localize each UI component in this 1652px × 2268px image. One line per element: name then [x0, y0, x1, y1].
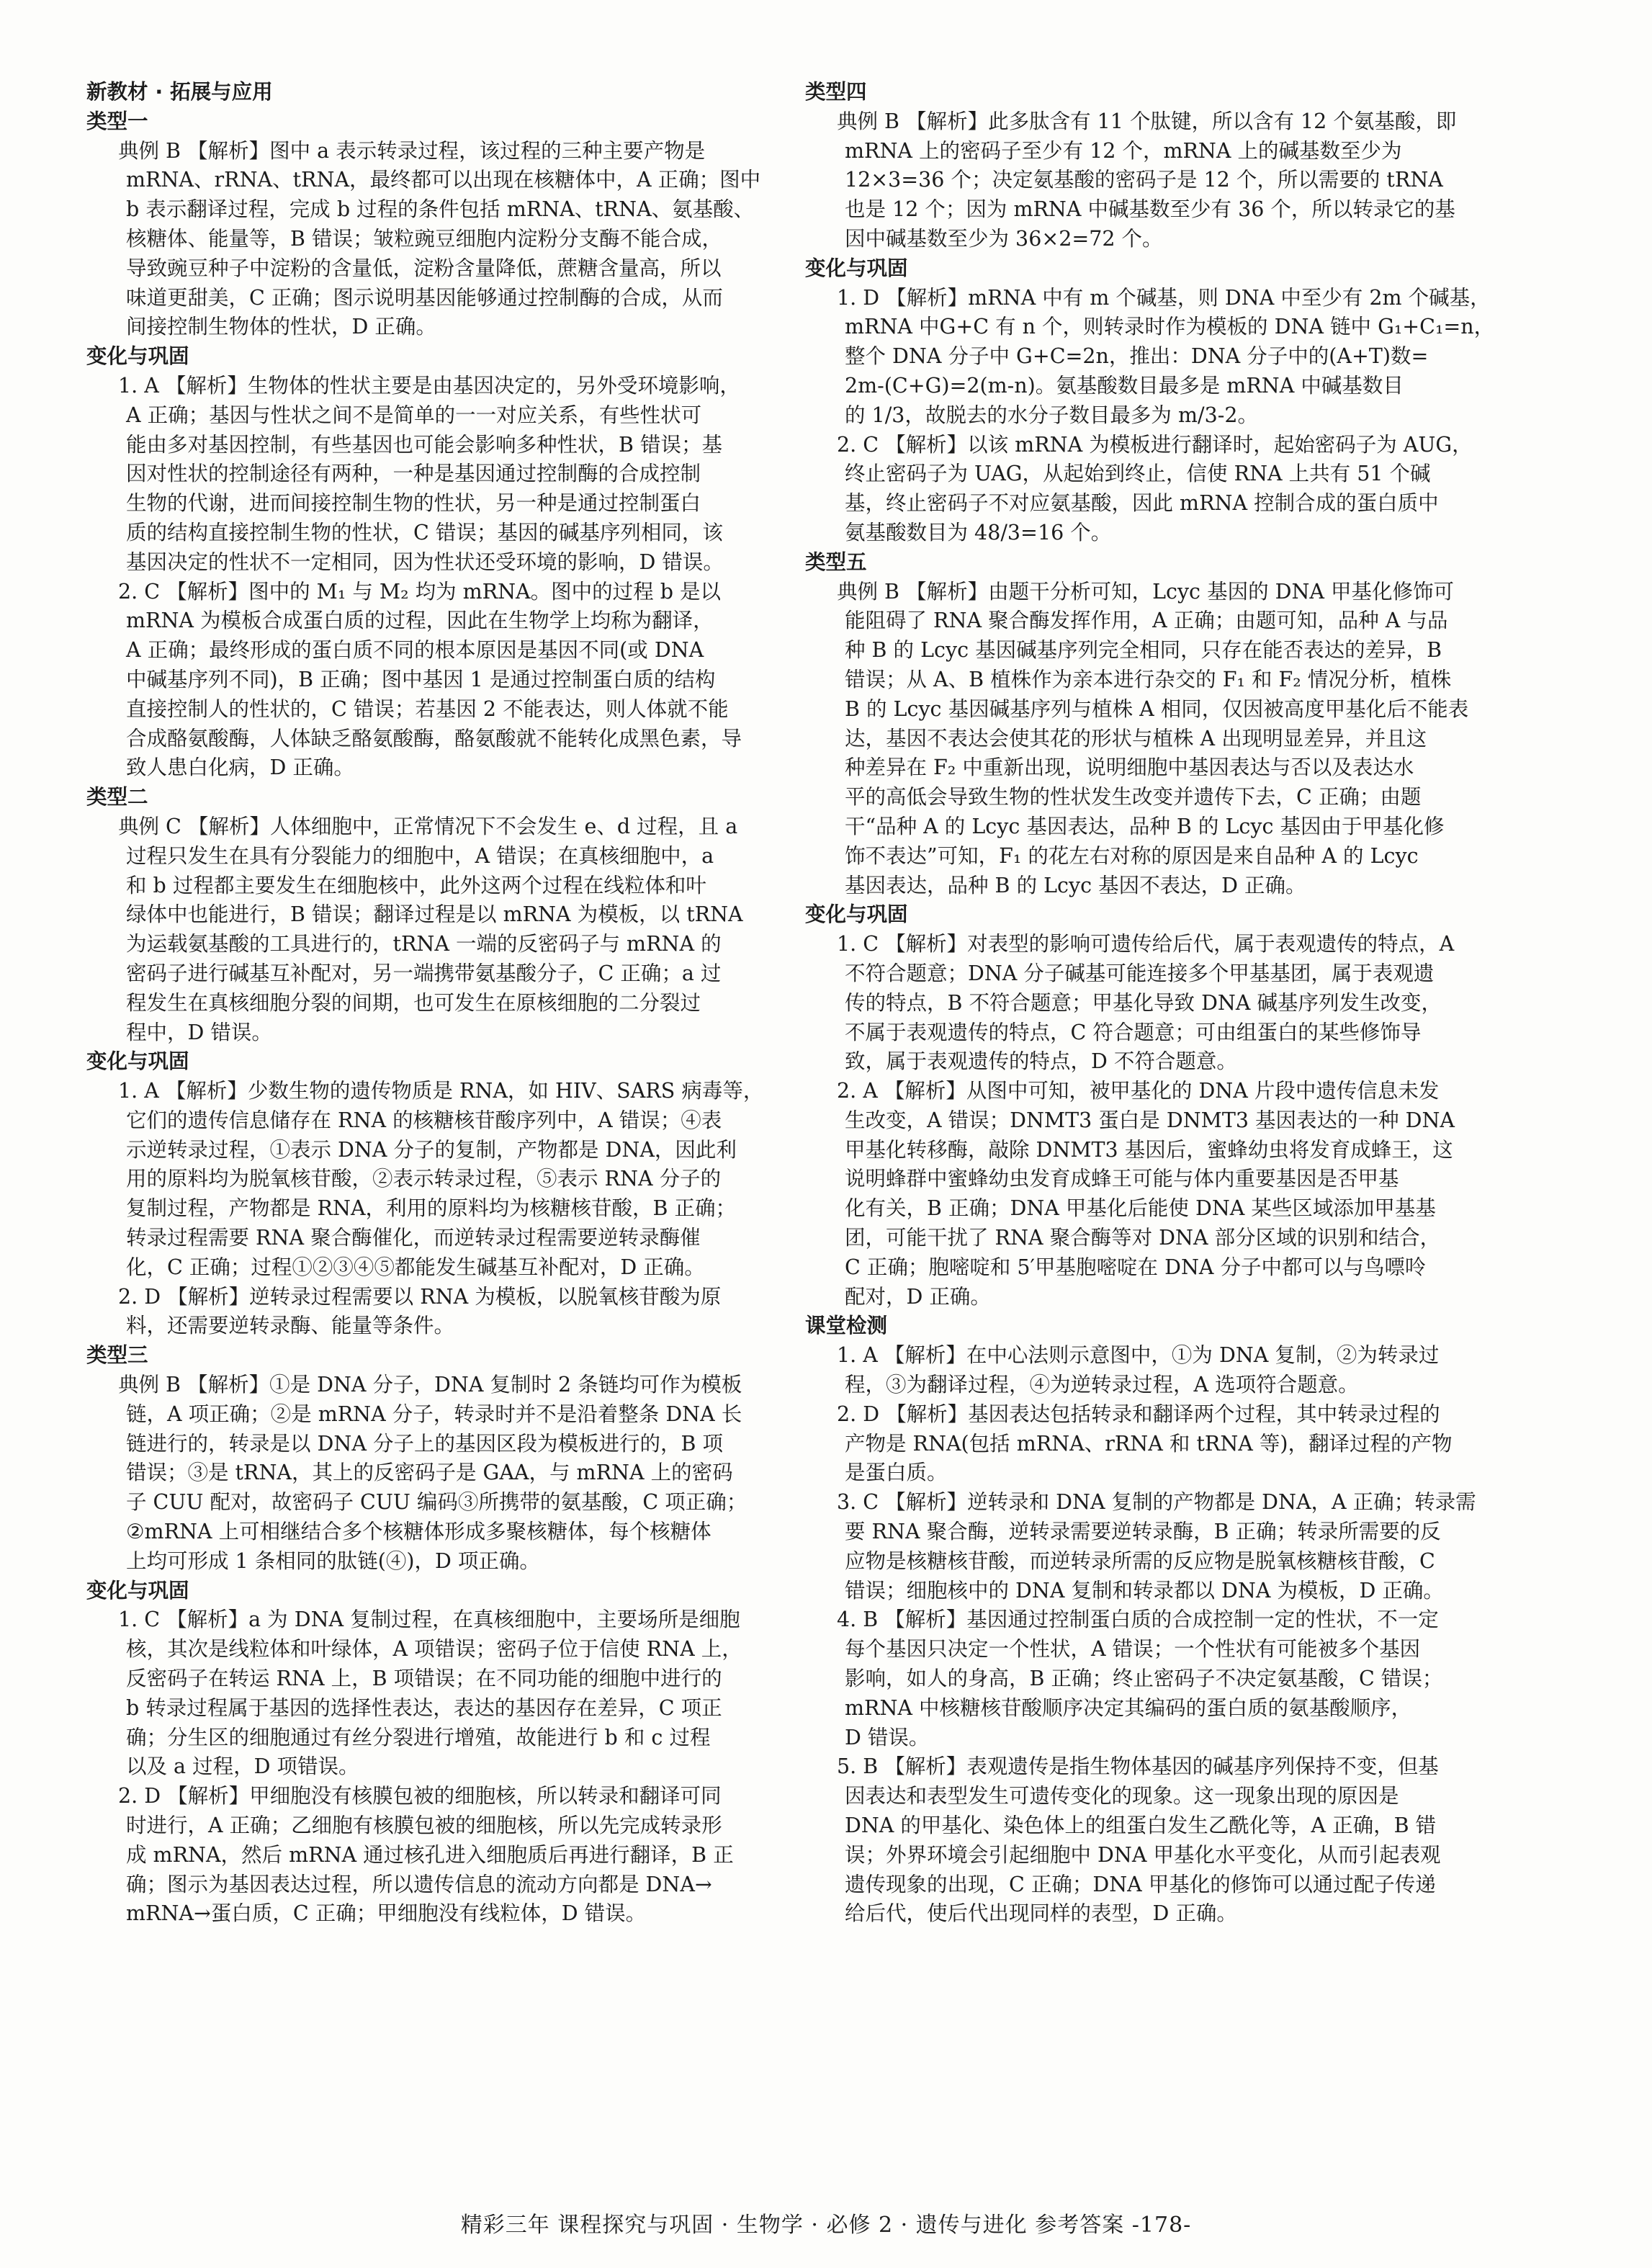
- answer-line: 平的高低会导致生物的性状发生改变并遗传下去，C 正确；由题: [845, 785, 1422, 810]
- section-heading: 类型五: [805, 550, 867, 574]
- answer-line: A 正确；基因与性状之间不是简单的一一对应关系，有些性状可: [126, 403, 702, 427]
- answer-line: 复制过程，产物都是 RNA，利用的原料均为核糖核苷酸，B 正确；: [126, 1196, 737, 1221]
- answer-line: b 表示翻译过程，完成 b 过程的条件包括 mRNA、tRNA、氨基酸、: [126, 197, 755, 222]
- answer-line: 2m-(C+G)=2(m-n)。氨基酸数目最多是 mRNA 中碱基数目: [845, 373, 1404, 398]
- answer-line: 1. A 【解析】少数生物的遗传物质是 RNA，如 HIV、SARS 病毒等，: [118, 1079, 764, 1103]
- answer-line: 因表达和表型发生可遗传变化的现象。这一现象出现的原因是: [845, 1784, 1399, 1808]
- answer-line: 密码子进行碱基互补配对，另一端携带氨基酸分子，C 正确；a 过: [126, 961, 722, 985]
- left-column: [86, 78, 798, 1929]
- answer-line: 整个 DNA 分子中 G+C=2n，推出：DNA 分子中的(A+T)数=: [845, 344, 1429, 369]
- answer-line: 成 mRNA，然后 mRNA 通过核孔进入细胞质后再进行翻译，B 正: [126, 1842, 734, 1867]
- section-heading: 变化与巩固: [86, 1049, 189, 1074]
- answer-line: 误；外界环境会引起细胞中 DNA 甲基化水平变化，从而引起表观: [845, 1842, 1441, 1867]
- answer-line: 化，C 正确；过程①②③④⑤都能发生碱基互补配对，D 正确。: [126, 1255, 705, 1279]
- answer-line: 2. C 【解析】图中的 M₁ 与 M₂ 均为 mRNA。图中的过程 b 是以: [118, 579, 721, 604]
- answer-line: 程发生在真核细胞分裂的间期，也可发生在原核细胞的二分裂过: [126, 990, 701, 1015]
- answer-line: mRNA、rRNA、tRNA，最终都可以出现在核糖体中，A 正确；图中: [126, 168, 761, 192]
- answer-line: ②mRNA 上可相继结合多个核糖体形成多聚核糖体，每个核糖体: [126, 1520, 711, 1544]
- answer-line: 质的结构直接控制生物的性状，C 错误；基因的碱基序列相同，该: [126, 520, 723, 544]
- answer-line: 甲基化转移酶，敲除 DNMT3 基因后，蜜蜂幼虫将发育成蜂王，这: [845, 1137, 1453, 1162]
- answer-line: 典例 C 【解析】人体细胞中，正常情况下不会发生 e、d 过程，且 a: [118, 814, 738, 838]
- answer-line: 中碱基序列不同)，B 正确；图中基因 1 是通过控制蛋白质的结构: [126, 667, 716, 691]
- section-heading: 类型三: [86, 1343, 148, 1368]
- answer-line: 种差异在 F₂ 中重新出现，说明细胞中基因表达与否以及表达水: [845, 756, 1414, 780]
- answer-line: 传的特点，B 不符合题意；甲基化导致 DNA 碱基序列发生改变，: [845, 990, 1442, 1015]
- answer-line: 程，③为翻译过程，④为逆转录过程，A 选项符合题意。: [845, 1373, 1359, 1397]
- answer-line: 为运载氨基酸的工具进行的，tRNA 一端的反密码子与 mRNA 的: [126, 932, 722, 956]
- answer-line: 确；分生区的细胞通过有丝分裂进行增殖，故能进行 b 和 c 过程: [126, 1725, 711, 1749]
- answer-line: 5. B 【解析】表观遗传是指生物体基因的碱基序列保持不变，但基: [837, 1754, 1439, 1779]
- answer-line: 12×3=36 个；决定氨基酸的密码子是 12 个，所以需要的 tRNA: [845, 168, 1443, 192]
- answer-line: 用的原料均为脱氧核苷酸，②表示转录过程，⑤表示 RNA 分子的: [126, 1167, 722, 1191]
- answer-line: 2. D 【解析】甲细胞没有核膜包被的细胞核，所以转录和翻译可同: [118, 1784, 722, 1808]
- section-heading: 变化与巩固: [805, 256, 908, 280]
- answer-line: 错误；细胞核中的 DNA 复制和转录都以 DNA 为模板，D 正确。: [845, 1578, 1444, 1603]
- answer-line: 典例 B 【解析】由题干分析可知，Lcyc 基因的 DNA 甲基化修饰可: [837, 579, 1455, 604]
- answer-line: 说明蜂群中蜜蜂幼虫发育成蜂王可能与体内重要基因是否甲基: [845, 1167, 1399, 1191]
- answer-line: 合成酪氨酸酶，人体缺乏酪氨酸酶，酪氨酸就不能转化成黑色素，导: [126, 726, 742, 750]
- answer-line: 时进行，A 正确；乙细胞有核膜包被的细胞核，所以先完成转录形: [126, 1814, 722, 1838]
- answer-line: A 正确；最终形成的蛋白质不同的根本原因是基因不同(或 DNA: [126, 638, 704, 663]
- section-heading: 课堂检测: [805, 1314, 888, 1338]
- answer-line: 要 RNA 聚合酶，逆转录需要逆转录酶，B 正确；转录所需要的反: [845, 1520, 1441, 1544]
- answer-line: 典例 B 【解析】①是 DNA 分子，DNA 复制时 2 条链均可作为模板: [118, 1373, 742, 1397]
- answer-line: 直接控制人的性状的，C 错误；若基因 2 不能表达，则人体就不能: [126, 696, 729, 721]
- answer-line: 基，终止密码子不对应氨基酸，因此 mRNA 控制合成的蛋白质中: [845, 491, 1439, 516]
- answer-line: 达，基因不表达会使其花的形状与植株 A 出现明显差异，并且这: [845, 726, 1427, 750]
- section-heading: 变化与巩固: [86, 1578, 189, 1603]
- answer-line: 以及 a 过程，D 项错误。: [126, 1754, 359, 1779]
- answer-line: D 错误。: [845, 1725, 930, 1749]
- answer-line: mRNA 中G+C 有 n 个，则转录时作为模板的 DNA 链中 G₁+C₁=n，: [845, 315, 1495, 339]
- answer-line: 2. D 【解析】基因表达包括转录和翻译两个过程，其中转录过程的: [837, 1402, 1440, 1426]
- right-column: [805, 78, 1518, 1929]
- section-heading: 变化与巩固: [805, 902, 908, 927]
- answer-line: 影响，如人的身高，B 正确；终止密码子不决定氨基酸，C 错误；: [845, 1667, 1443, 1691]
- answer-line: 导致豌豆种子中淀粉的含量低，淀粉含量降低，蔗糖含量高，所以: [126, 256, 722, 280]
- answer-line: 1. D 【解析】mRNA 中有 m 个碱基，则 DNA 中至少有 2m 个碱基，: [837, 285, 1491, 310]
- answer-line: 错误；从 A、B 植株作为亲本进行杂交的 F₁ 和 F₂ 情况分析，植株: [845, 667, 1452, 691]
- answer-line: 典例 B 【解析】此多肽含有 11 个肽键，所以含有 12 个氨基酸，即: [837, 109, 1457, 133]
- answer-line: 饰不表达”可知，F₁ 的花左右对称的原因是来自品种 A 的 Lcyc: [845, 843, 1419, 868]
- answer-line: 链进行的，转录是以 DNA 分子上的基因区段为模板进行的，B 项: [126, 1431, 723, 1456]
- answer-line: 1. A 【解析】生物体的性状主要是由基因决定的，另外受环境影响，: [118, 373, 740, 398]
- section-heading: 新教材 · 拓展与应用: [86, 80, 273, 104]
- answer-line: 团，可能干扰了 RNA 聚合酶等对 DNA 部分区域的识别和结合，: [845, 1226, 1441, 1250]
- answer-line: 不符合题意；DNA 分子碱基可能连接多个甲基基团，属于表观遗: [845, 961, 1435, 985]
- answer-line: 生改变，A 错误；DNMT3 蛋白是 DNMT3 基因表达的一种 DNA: [845, 1108, 1455, 1132]
- answer-line: 2. C 【解析】以该 mRNA 为模板进行翻译时，起始密码子为 AUG，: [837, 432, 1473, 457]
- answer-line: 基因表达，品种 B 的 Lcyc 基因不表达，D 正确。: [845, 873, 1306, 897]
- answer-line: 干“品种 A 的 Lcyc 基因表达，品种 B 的 Lcyc 基因由于甲基化修: [845, 814, 1445, 838]
- answer-line: 典例 B 【解析】图中 a 表示转录过程，该过程的三种主要产物是: [118, 138, 706, 163]
- answer-line: 是蛋白质。: [845, 1461, 948, 1485]
- answer-line: 应物是核糖核苷酸，而逆转录所需的反应物是脱氧核糖核苷酸，C: [845, 1548, 1435, 1573]
- answer-line: mRNA 中核糖核苷酸顺序决定其编码的蛋白质的氨基酸顺序，: [845, 1695, 1412, 1720]
- section-heading: 类型四: [805, 80, 867, 104]
- answer-line: 料，还需要逆转录酶、能量等条件。: [126, 1314, 455, 1338]
- answer-line: 1. A 【解析】在中心法则示意图中，①为 DNA 复制，②为转录过: [837, 1343, 1440, 1368]
- answer-line: 2. A 【解析】从图中可知，被甲基化的 DNA 片段中遗传信息未发: [837, 1079, 1440, 1103]
- answer-line: 过程只发生在具有分裂能力的细胞中，A 错误；在真核细胞中，a: [126, 843, 714, 868]
- answer-line: 因对性状的控制途径有两种，一种是基因通过控制酶的合成控制: [126, 462, 701, 486]
- answer-line: 1. C 【解析】对表型的影响可遗传给后代，属于表观遗传的特点，A: [837, 932, 1455, 956]
- answer-line: 产物是 RNA(包括 mRNA、rRNA 和 tRNA 等)，翻译过程的产物: [845, 1431, 1453, 1456]
- answer-line: 转录过程需要 RNA 聚合酶催化，而逆转录过程需要逆转录酶催: [126, 1226, 701, 1250]
- answer-line: 2. D 【解析】逆转录过程需要以 RNA 为模板，以脱氧核苷酸为原: [118, 1284, 722, 1309]
- answer-line: 确；图示为基因表达过程，所以遗传信息的流动方向都是 DNA→: [126, 1872, 712, 1896]
- section-heading: 变化与巩固: [86, 344, 189, 369]
- answer-line: mRNA 上的密码子至少有 12 个，mRNA 上的碱基数至少为: [845, 138, 1402, 163]
- answer-line: 程中，D 错误。: [126, 1020, 272, 1044]
- answer-line: 味道更甜美，C 正确；图示说明基因能够通过控制酶的合成，从而: [126, 285, 723, 310]
- answer-line: 配对，D 正确。: [845, 1284, 991, 1309]
- answer-line: 示逆转录过程，①表示 DNA 分子的复制，产物都是 DNA，因此利: [126, 1137, 737, 1162]
- answer-line: 错误；③是 tRNA，其上的反密码子是 GAA，与 mRNA 上的密码: [126, 1461, 733, 1485]
- answer-line: mRNA→蛋白质，C 正确；甲细胞没有线粒体，D 错误。: [126, 1901, 647, 1926]
- answer-line: 3. C 【解析】逆转录和 DNA 复制的产物都是 DNA，A 正确；转录需: [837, 1490, 1476, 1515]
- answer-line: 它们的遗传信息储存在 RNA 的核糖核苷酸序列中，A 错误；④表: [126, 1108, 722, 1132]
- answer-line: DNA 的甲基化、染色体上的组蛋白发生乙酰化等，A 正确，B 错: [845, 1814, 1437, 1838]
- answer-line: 反密码子在转运 RNA 上，B 项错误；在不同功能的细胞中进行的: [126, 1667, 722, 1691]
- answer-line: 上均可形成 1 条相同的肽链(④)，D 项正确。: [126, 1548, 540, 1573]
- answer-line: 生物的代谢，进而间接控制生物的性状，另一种是通过控制蛋白: [126, 491, 701, 516]
- answer-line: 每个基因只决定一个性状，A 错误；一个性状有可能被多个基因: [845, 1637, 1421, 1662]
- answer-line: 和 b 过程都主要发生在细胞核中，此外这两个过程在线粒体和叶: [126, 873, 706, 897]
- answer-line: 能由多对基因控制，有些基因也可能会影响多种性状，B 错误；基: [126, 432, 723, 457]
- answer-line: B 的 Lcyc 基因碱基序列与植株 A 相同，仅因被高度甲基化后不能表: [845, 696, 1469, 721]
- answer-line: 核，其次是线粒体和叶绿体，A 项错误；密码子位于信使 RNA 上，: [126, 1637, 742, 1662]
- answer-line: 间接控制生物体的性状，D 正确。: [126, 315, 436, 339]
- page-footer: 精彩三年 课程探究与巩固 · 生物学 · 必修 2 · 遗传与进化 参考答案 -178-: [460, 2213, 1192, 2238]
- answer-line: 也是 12 个；因为 mRNA 中碱基数至少有 36 个，所以转录它的基: [845, 197, 1455, 222]
- answer-line: 不属于表观遗传的特点，C 符合题意；可由组蛋白的某些修饰导: [845, 1020, 1422, 1044]
- answer-line: 链，A 项正确；②是 mRNA 分子，转录时并不是沿着整条 DNA 长: [126, 1402, 742, 1426]
- answer-line: 遗传现象的出现，C 正确；DNA 甲基化的修饰可以通过配子传递: [845, 1872, 1436, 1896]
- answer-line: 化有关，B 正确；DNA 甲基化后能使 DNA 某些区域添加甲基基: [845, 1196, 1436, 1221]
- answer-line: 绿体中也能进行，B 错误；翻译过程是以 mRNA 为模板，以 tRNA: [126, 902, 743, 927]
- answer-line: 给后代，使后代出现同样的表型，D 正确。: [845, 1901, 1237, 1926]
- answer-line: 1. C 【解析】a 为 DNA 复制过程，在真核细胞中，主要场所是细胞: [118, 1608, 740, 1632]
- answer-line: 基因决定的性状不一定相同，因为性状还受环境的影响，D 错误。: [126, 550, 724, 574]
- answer-line: 核糖体、能量等，B 错误；皱粒豌豆细胞内淀粉分支酶不能合成，: [126, 226, 723, 251]
- answer-line: 致，属于表观遗传的特点，D 不符合题意。: [845, 1049, 1237, 1074]
- answer-line: 因中碱基数至少为 36×2=72 个。: [845, 226, 1163, 251]
- answer-line: 种 B 的 Lcyc 基因碱基序列完全相同，只存在能否表达的差异，B: [845, 638, 1442, 663]
- section-heading: 类型二: [86, 785, 148, 810]
- answer-line: 致人患白化病，D 正确。: [126, 756, 354, 780]
- answer-line: 氨基酸数目为 48/3=16 个。: [845, 520, 1112, 544]
- answer-line: C 正确；胞嘧啶和 5′甲基胞嘧啶在 DNA 分子中都可以与鸟嘌呤: [845, 1255, 1426, 1279]
- answer-line: b 转录过程属于基因的选择性表达，表达的基因存在差异，C 项正: [126, 1695, 722, 1720]
- answer-line: 能阻碍了 RNA 聚合酶发挥作用，A 正确；由题可知，品种 A 与品: [845, 609, 1448, 633]
- section-heading: 类型一: [86, 109, 148, 133]
- answer-line: 4. B 【解析】基因通过控制蛋白质的合成控制一定的性状，不一定: [837, 1608, 1439, 1632]
- answer-line: mRNA 为模板合成蛋白质的过程，因此在生物学上均称为翻译，: [126, 609, 714, 633]
- answer-line: 子 CUU 配对，故密码子 CUU 编码③所携带的氨基酸，C 项正确；: [126, 1490, 748, 1515]
- answer-line: 的 1/3，故脱去的水分子数目最多为 m/3-2。: [845, 403, 1259, 427]
- answer-line: 终止密码子为 UAG，从起始到终止，信使 RNA 上共有 51 个碱: [845, 462, 1431, 486]
